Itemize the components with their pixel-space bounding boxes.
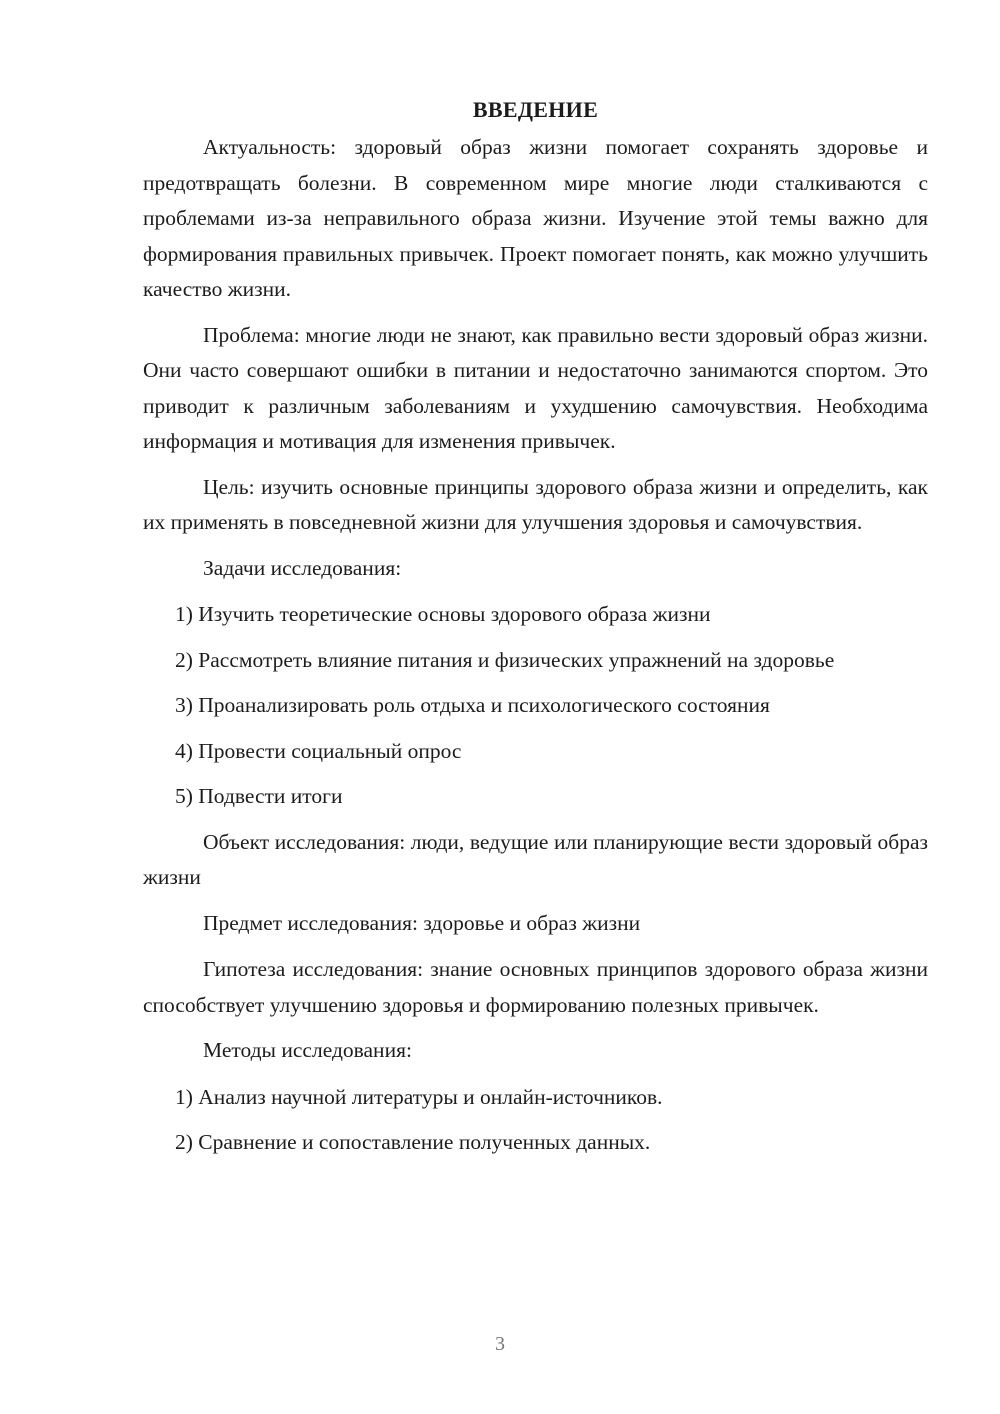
- object-paragraph: Объект исследования: люди, ведущие или планирующие вести здоровый образ жизни: [143, 829, 928, 889]
- method-item: 2) Сравнение и сопоставление полученных данных.: [175, 1130, 651, 1154]
- tasks-title: Задачи исследования:: [203, 555, 402, 580]
- methods-title: Методы исследования:: [203, 1038, 412, 1062]
- goal-paragraph: Цель: изучить основные принципы здорового образа жизни и определить, как их применять в повседневной жизни для улучшения здоровья и самочувствия.: [143, 474, 928, 534]
- section-heading: ВВЕДЕНИЕ: [472, 97, 599, 122]
- subject-paragraph: Предмет исследования: здоровье и образ жизни: [203, 910, 641, 935]
- page-number: 3: [495, 1333, 505, 1355]
- task-item: 3) Проанализировать роль отдыха и психологического состояния: [175, 693, 770, 717]
- problem-paragraph: Проблема: многие люди не знают, как правильно вести здоровый образ жизни. Они часто совершают ошибки в питании и недостаточно занимаются спортом. Это приводит к различным заболеваниям и ухудшению самочувствия. Необходима информация и мотивация для изменения привычек.: [143, 322, 928, 453]
- task-item: 5) Подвести итоги: [175, 784, 343, 808]
- document-page: [143, 92, 928, 1171]
- task-item: 1) Изучить теоретические основы здорового образа жизни: [175, 602, 711, 626]
- relevance-paragraph: Актуальность: здоровый образ жизни помогает сохранять здоровье и предотвращать болезни. В современном мире многие люди сталкиваются с проблемами из-за неправильного образа жизни. Изучение этой темы важно для формирования правильных привычек. Проект помогает понять, как можно улучшить качество жизни.: [143, 135, 928, 301]
- task-item: 4) Провести социальный опрос: [175, 738, 462, 763]
- method-item: 1) Анализ научной литературы и онлайн-источников.: [175, 1084, 663, 1109]
- task-item: 2) Рассмотреть влияние питания и физических упражнений на здоровье: [175, 647, 835, 672]
- hypothesis-paragraph: Гипотеза исследования: знание основных принципов здорового образа жизни способствует улучшению здоровья и формированию полезных привычек.: [143, 957, 928, 1017]
